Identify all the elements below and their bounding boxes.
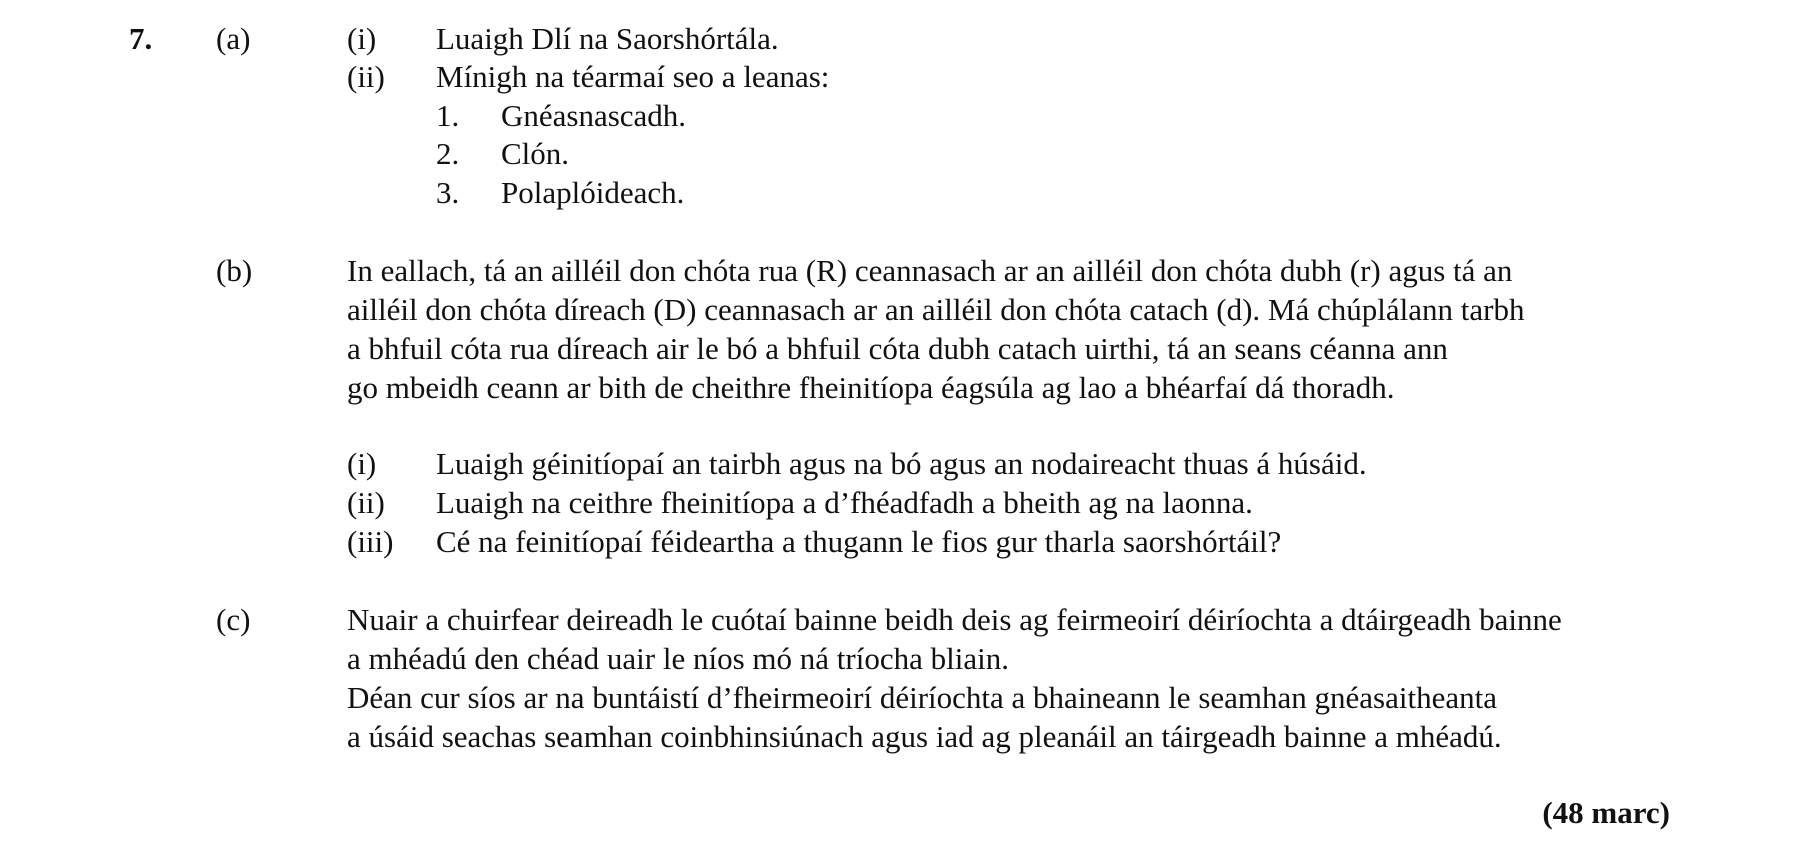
part-b-sub-iii-label: (iii)	[347, 524, 394, 559]
part-b-sub-ii-text: Luaigh na ceithre fheinitíopa a d’fhéadfadh a bheith ag na laonna.	[436, 485, 1253, 520]
part-c-paragraph-line-4: a úsáid seachas seamhan coinbhinsiúnach agus iad ag pleanáil an táirgeadh bainne a mhéadú.	[347, 719, 1502, 754]
part-a-sub-i-text: Luaigh Dlí na Saorshórtála.	[436, 21, 779, 56]
part-a-sub-i-label: (i)	[347, 21, 377, 56]
part-a-item-3-number: 3.	[436, 175, 460, 210]
part-a-sub-ii-label: (ii)	[347, 59, 385, 94]
part-c-paragraph-line-1: Nuair a chuirfear deireadh le cuótaí bainne beidh deis ag feirmeoirí déiríochta a dtáirgeadh bainne	[347, 602, 1562, 637]
part-c-paragraph-line-3: Déan cur síos ar na buntáistí d’fheirmeoirí déiríochta a bhaineann le seamhan gnéasaitheanta	[347, 680, 1497, 715]
question-number: 7.	[129, 21, 153, 56]
part-a-item-2-text: Clón.	[501, 136, 570, 171]
part-b-paragraph-line-1: In eallach, tá an ailléil don chóta rua (R) ceannasach ar an ailléil don chóta dubh (r) agus tá an	[347, 253, 1513, 288]
part-b-sub-i-label: (i)	[347, 446, 377, 481]
part-b-sub-i-text: Luaigh géinitíopaí an tairbh agus na bó agus an nodaireacht thuas á húsáid.	[436, 446, 1367, 481]
part-b-sub-iii-text: Cé na feinitíopaí féideartha a thugann le fios gur tharla saorshórtáil?	[436, 524, 1282, 559]
part-a-item-2-number: 2.	[436, 136, 460, 171]
part-a-item-3-text: Polaplóideach.	[501, 175, 685, 210]
part-b-label: (b)	[216, 253, 253, 288]
part-c-paragraph-line-2: a mhéadú den chéad uair le níos mó ná tríocha bliain.	[347, 641, 1009, 676]
part-a-label: (a)	[216, 21, 251, 56]
marks-total: (48 marc)	[1542, 795, 1670, 830]
part-b-paragraph-line-3: a bhfuil cóta rua díreach air le bó a bhfuil cóta dubh catach uirthi, tá an seans céanna ann	[347, 331, 1448, 366]
part-a-item-1-text: Gnéasnascadh.	[501, 98, 687, 133]
part-b-paragraph-line-4: go mbeidh ceann ar bith de cheithre fheinitíopa éagsúla ag lao a bhéarfaí dá thoradh.	[347, 370, 1395, 405]
part-a-item-1-number: 1.	[436, 98, 460, 133]
part-b-paragraph-line-2: ailléil don chóta díreach (D) ceannasach ar an ailléil don chóta catach (d). Má chúplálann tarbh	[347, 292, 1525, 327]
part-a-sub-ii-text: Mínigh na téarmaí seo a leanas:	[436, 59, 830, 94]
part-c-label: (c)	[216, 602, 251, 637]
part-b-sub-ii-label: (ii)	[347, 485, 385, 520]
